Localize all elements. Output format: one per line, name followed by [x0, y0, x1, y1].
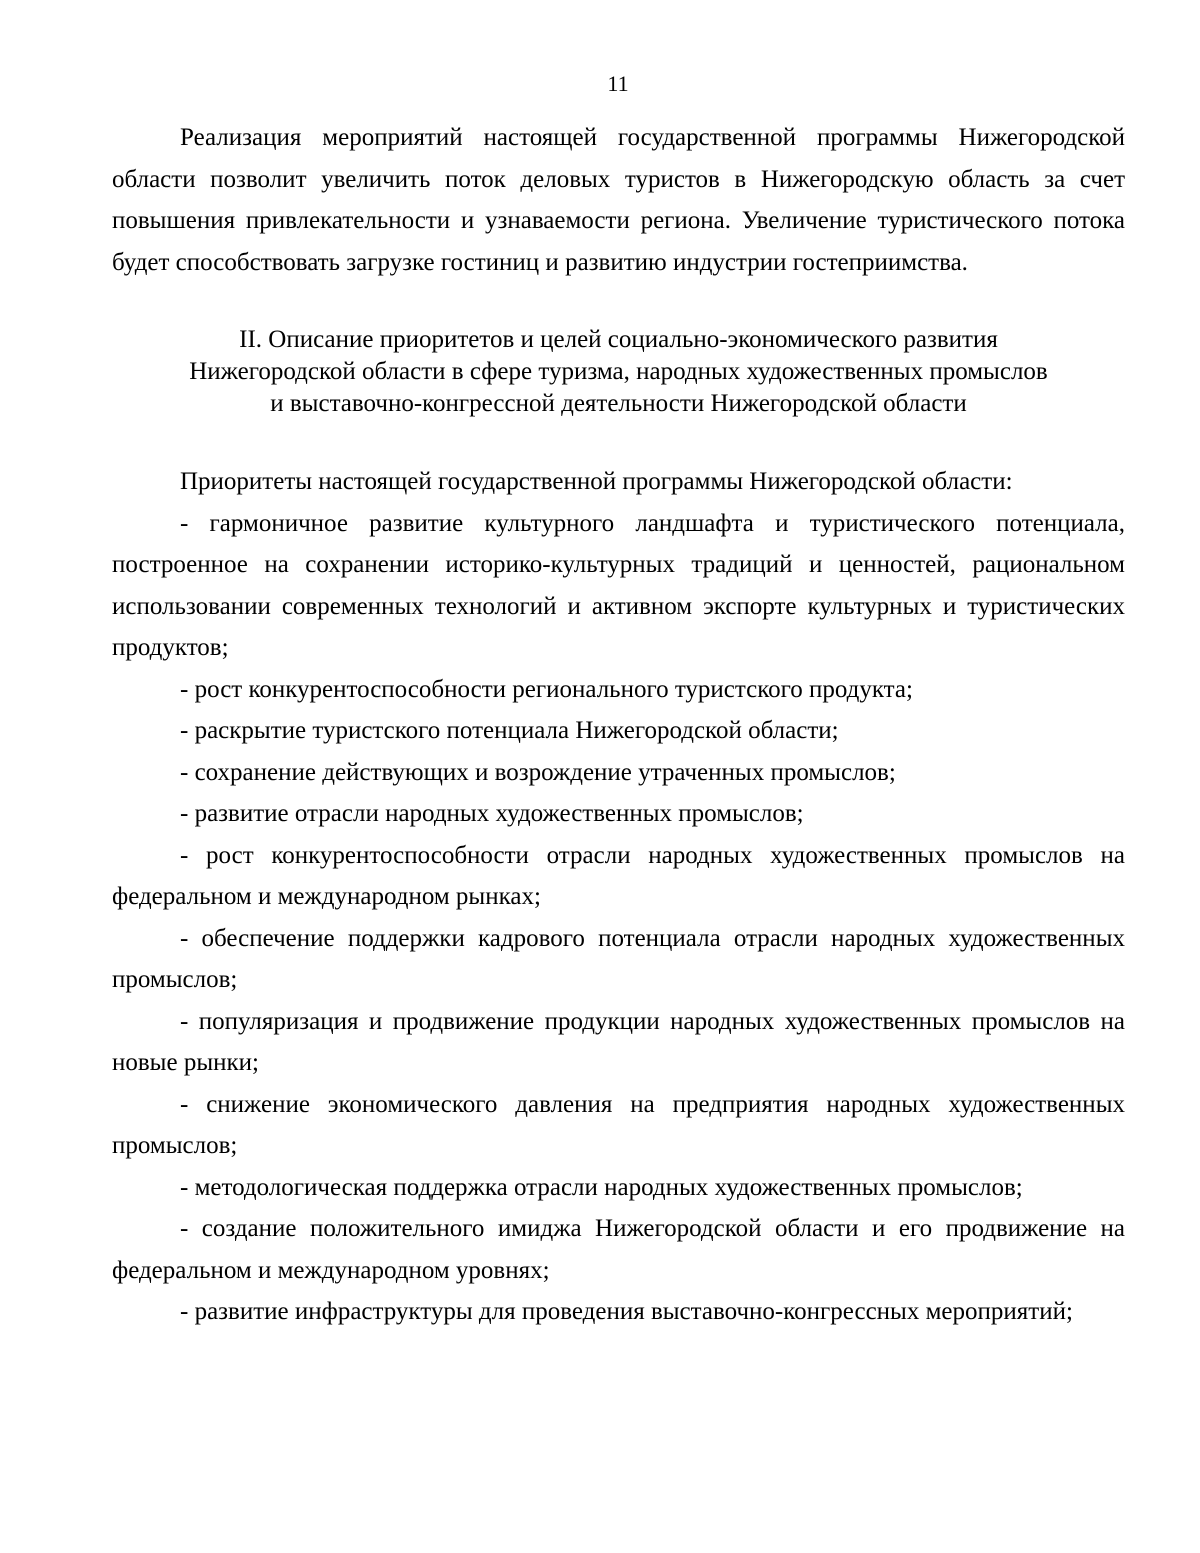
priority-item: - снижение экономического давления на предприятия народных художественных промыслов;: [112, 1090, 1125, 1159]
priority-item: - обеспечение поддержки кадрового потенциала отрасли народных художественных промыслов;: [112, 924, 1125, 993]
section-heading-line: II. Описание приоритетов и целей социально-экономического развития: [239, 326, 998, 353]
priority-item: - методологическая поддержка отрасли народных художественных промыслов;: [180, 1173, 1023, 1201]
priority-item: - рост конкурентоспособности регионального туристского продукта;: [180, 675, 913, 703]
page-number: 11: [607, 71, 629, 96]
priority-item: - развитие инфраструктуры для проведения выставочно-конгрессных мероприятий;: [180, 1298, 1073, 1325]
section-heading: [112, 324, 1125, 420]
priorities-intro: Приоритеты настоящей государственной программы Нижегородской области:: [180, 468, 1013, 495]
priority-item: - создание положительного имиджа Нижегородской области и его продвижение на федеральном и международном уровнях;: [112, 1215, 1125, 1284]
document-body: [112, 117, 1125, 1333]
intro-paragraph: Реализация мероприятий настоящей государственной программы Нижегородской области позволит увеличить поток деловых туристов в Нижегородскую область за счет повышения привлекательности и узнаваемости региона. Увеличение туристического потока будет способствовать загрузке гостиниц и развитию индустрии гостеприимства.: [112, 124, 1125, 276]
priority-item: - раскрытие туристского потенциала Нижегородской области;: [180, 717, 839, 744]
section-heading-line: Нижегородской области в сфере туризма, народных художественных промыслов: [189, 358, 1048, 385]
section-heading-line: и выставочно-конгрессной деятельности Нижегородской области: [270, 390, 967, 417]
priority-item: - рост конкурентоспособности отрасли народных художественных промыслов на федеральном и международном рынках;: [112, 841, 1125, 910]
priority-item: - гармоничное развитие культурного ландшафта и туристического потенциала, построенное на сохранении историко-культурных традиций и ценностей, рациональном использовании современных технологий и активном экспорте культурных и туристических продуктов;: [112, 509, 1125, 661]
priority-item: - развитие отрасли народных художественных промыслов;: [180, 800, 804, 827]
priority-item: - сохранение действующих и возрождение утраченных промыслов;: [180, 758, 896, 786]
priority-item: - популяризация и продвижение продукции народных художественных промыслов на новые рынки;: [112, 1007, 1125, 1076]
